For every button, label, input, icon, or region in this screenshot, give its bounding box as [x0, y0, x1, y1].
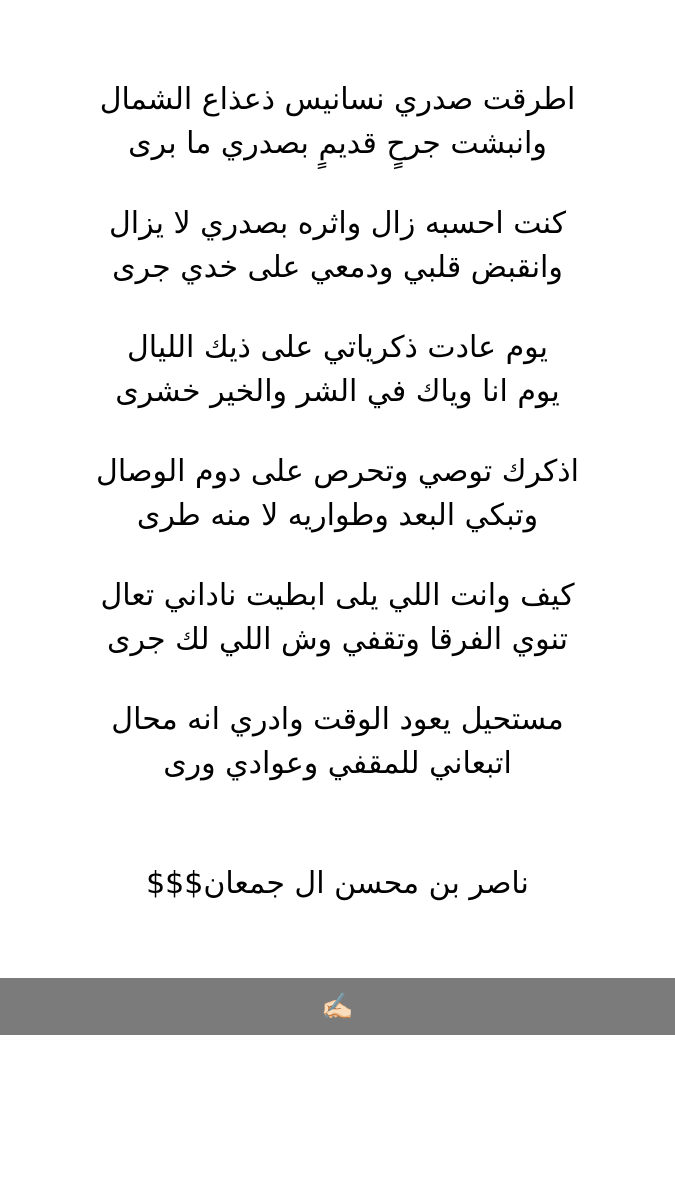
poem-text	[0, 78, 675, 822]
poem-line: تنوي الفرقا وتقفي وش اللي لك جرى	[106, 622, 568, 657]
poem-stanza	[0, 698, 675, 786]
poem-line: اذكرك توصي وتحرص على دوم الوصال	[96, 454, 579, 489]
poem-line: وتبكي البعد وطواريه لا منه طرى	[136, 498, 539, 533]
poem-line: مستحيل يعود الوقت وادري انه محال	[111, 702, 564, 737]
poem-stanza	[0, 202, 675, 290]
poem-stanza	[0, 326, 675, 414]
poem-line: يوم انا وياك في الشر والخير خشرى	[115, 374, 560, 409]
writing-hand-icon: ✍🏻	[321, 991, 354, 1022]
poem-stanza	[0, 450, 675, 538]
poem-line: اتبعاني للمقفي وعوادي ورى	[163, 746, 512, 781]
poem-stanza	[0, 574, 675, 662]
poem-stanza	[0, 78, 675, 166]
author-signature: ناصر بن محسن ال جمعان$$$	[146, 866, 529, 901]
poem-line: كنت احسبه زال واثره بصدري لا يزال	[108, 206, 567, 241]
poem-line: وانقبض قلبي ودمعي على خدي جرى	[112, 250, 563, 285]
poem-line: كيف وانت اللي يلى ابطيت ناداني تعال	[100, 578, 575, 613]
caption-bar[interactable]	[0, 978, 675, 1035]
poem-line: يوم عادت ذكرياتي على ذيك الليال	[126, 330, 548, 365]
poem-line: وانبشت جرحٍ قديمٍ بصدري ما برى	[128, 126, 547, 161]
poem-line: اطرقت صدري نسانيس ذعذاع الشمال	[99, 82, 576, 117]
